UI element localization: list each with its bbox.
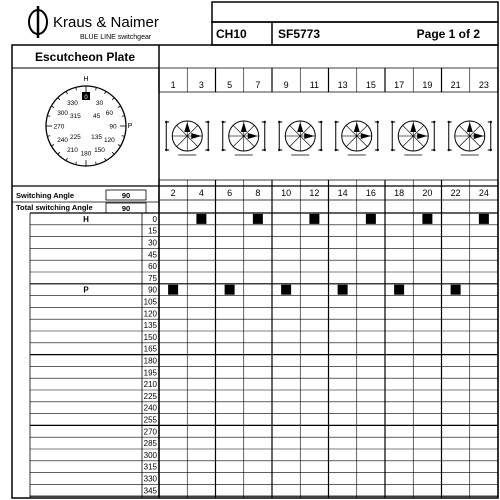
closed-contact-mark <box>338 285 348 295</box>
dial-inner-number: 225 <box>69 134 81 142</box>
contact-element <box>448 121 492 155</box>
dial-label-h: H <box>83 76 89 83</box>
dial-tick <box>105 91 107 94</box>
switching-angle-label: Switching Angle <box>16 191 75 200</box>
dial-tick <box>66 91 68 94</box>
dial-tick <box>58 152 60 154</box>
angle-value: 45 <box>148 250 157 260</box>
sheet-frame <box>12 45 498 498</box>
angle-value: 285 <box>143 439 157 449</box>
dial-tick <box>66 158 68 161</box>
closed-contact-mark <box>309 214 319 224</box>
dial-tick <box>118 106 121 108</box>
brand-name: Kraus & Naimer <box>53 14 159 31</box>
terminal-label-bottom: 4 <box>198 188 204 198</box>
closed-contact-mark <box>281 285 291 295</box>
closed-contact-mark <box>479 214 489 224</box>
terminal-label-bottom: 6 <box>227 188 233 198</box>
kraus-naimer-logo <box>29 6 47 38</box>
total-angle-value: 90 <box>121 204 131 213</box>
angle-value: 345 <box>143 486 157 496</box>
terminal-label-top: 1 <box>170 80 176 90</box>
brand-tagline: BLUE LINE switchgear <box>80 34 152 41</box>
dial-number: 150 <box>94 146 105 154</box>
dial-label-p: P <box>127 123 133 130</box>
escutcheon-dial <box>46 76 133 166</box>
terminal-label-bottom: 24 <box>478 188 489 198</box>
dial-number: 60 <box>105 110 113 117</box>
position-table <box>30 213 498 498</box>
closed-contact-mark <box>225 285 235 295</box>
page-indicator: Page 1 of 2 <box>416 27 480 41</box>
terminal-label-top: 13 <box>337 80 348 90</box>
closed-contact-mark <box>422 214 432 224</box>
terminal-label-bottom: 2 <box>170 188 176 198</box>
terminal-label-top: 3 <box>198 80 204 90</box>
terminal-label-top: 11 <box>309 80 320 90</box>
contact-element <box>335 121 379 155</box>
dial-number: 180 <box>80 150 92 158</box>
dial-tick <box>51 106 54 108</box>
dial-number: 90 <box>109 123 117 131</box>
angle-value: 15 <box>148 226 157 236</box>
angle-value: 75 <box>148 273 157 283</box>
dial-number: 30 <box>95 100 104 108</box>
dial-tick <box>58 98 60 100</box>
terminal-label-bottom: 16 <box>365 188 376 198</box>
angle-value: 120 <box>143 309 157 319</box>
angle-value: 225 <box>143 391 157 401</box>
terminal-label-top: 21 <box>450 80 461 90</box>
angle-value: 0 <box>152 214 157 224</box>
terminal-label-bottom: 14 <box>337 188 348 198</box>
dial-number: 300 <box>57 110 69 117</box>
terminal-label-top: 15 <box>365 80 376 90</box>
contact-element <box>222 121 266 155</box>
angle-value: 270 <box>143 427 157 437</box>
position-label: P <box>83 285 89 295</box>
terminal-label-top: 19 <box>422 80 433 90</box>
switching-angle-value: 90 <box>121 191 131 200</box>
dial-number: 330 <box>67 100 78 108</box>
closed-contact-mark <box>168 285 178 295</box>
terminal-label-bottom: 8 <box>255 188 261 198</box>
contact-element <box>278 121 322 155</box>
dial-number: 240 <box>57 137 69 144</box>
dial-zero-label: 0 <box>84 95 88 101</box>
angle-value: 165 <box>143 344 157 354</box>
angle-value: 135 <box>143 321 157 331</box>
closed-contact-mark <box>394 285 404 295</box>
dial-tick <box>51 145 54 147</box>
angle-value: 255 <box>143 415 157 425</box>
terminal-label-top: 23 <box>478 80 489 90</box>
drawing-code: SF5773 <box>278 27 321 41</box>
angle-value: 210 <box>143 380 157 390</box>
angle-value: 315 <box>143 462 157 472</box>
terminal-label-top: 17 <box>394 80 405 90</box>
escutcheon-title: Escutcheon Plate <box>34 50 136 64</box>
terminal-label-top: 9 <box>283 80 289 90</box>
angle-value: 330 <box>143 474 157 484</box>
total-angle-label: Total switching Angle <box>16 203 93 212</box>
dial-inner-number: 45 <box>92 112 101 120</box>
dial-tick <box>118 145 121 147</box>
switch-type: CH10 <box>216 27 247 41</box>
dial-tick <box>112 98 114 100</box>
terminal-label-top: 7 <box>255 80 261 90</box>
angle-value: 150 <box>143 332 157 342</box>
angle-value: 300 <box>143 450 157 460</box>
contact-element <box>391 121 435 155</box>
angle-value: 180 <box>143 356 157 366</box>
header <box>29 2 498 45</box>
terminal-area <box>159 68 498 498</box>
dial-number: 270 <box>53 123 65 131</box>
terminal-label-bottom: 10 <box>281 188 292 198</box>
angle-value: 30 <box>148 238 157 248</box>
angle-value: 90 <box>148 285 157 295</box>
dial-number: 120 <box>103 137 115 144</box>
terminal-label-bottom: 18 <box>394 188 405 198</box>
angle-value: 240 <box>143 403 157 413</box>
angle-value: 195 <box>143 368 157 378</box>
terminal-label-bottom: 20 <box>422 188 433 198</box>
closed-contact-mark <box>366 214 376 224</box>
angle-value: 105 <box>143 297 157 307</box>
dial-inner-number: 135 <box>91 134 103 142</box>
closed-contact-mark <box>253 214 263 224</box>
dial-inner-number: 315 <box>69 112 81 120</box>
terminal-label-top: 5 <box>227 80 233 90</box>
closed-contact-mark <box>451 285 461 295</box>
terminal-label-bottom: 12 <box>309 188 320 198</box>
dial-number: 210 <box>67 146 78 154</box>
dial-tick <box>105 158 107 161</box>
contact-element <box>165 121 209 155</box>
angle-value: 60 <box>148 262 157 272</box>
terminal-label-bottom: 22 <box>450 188 461 198</box>
dial-tick <box>112 152 114 154</box>
closed-contact-mark <box>196 214 206 224</box>
position-label: H <box>83 214 89 224</box>
